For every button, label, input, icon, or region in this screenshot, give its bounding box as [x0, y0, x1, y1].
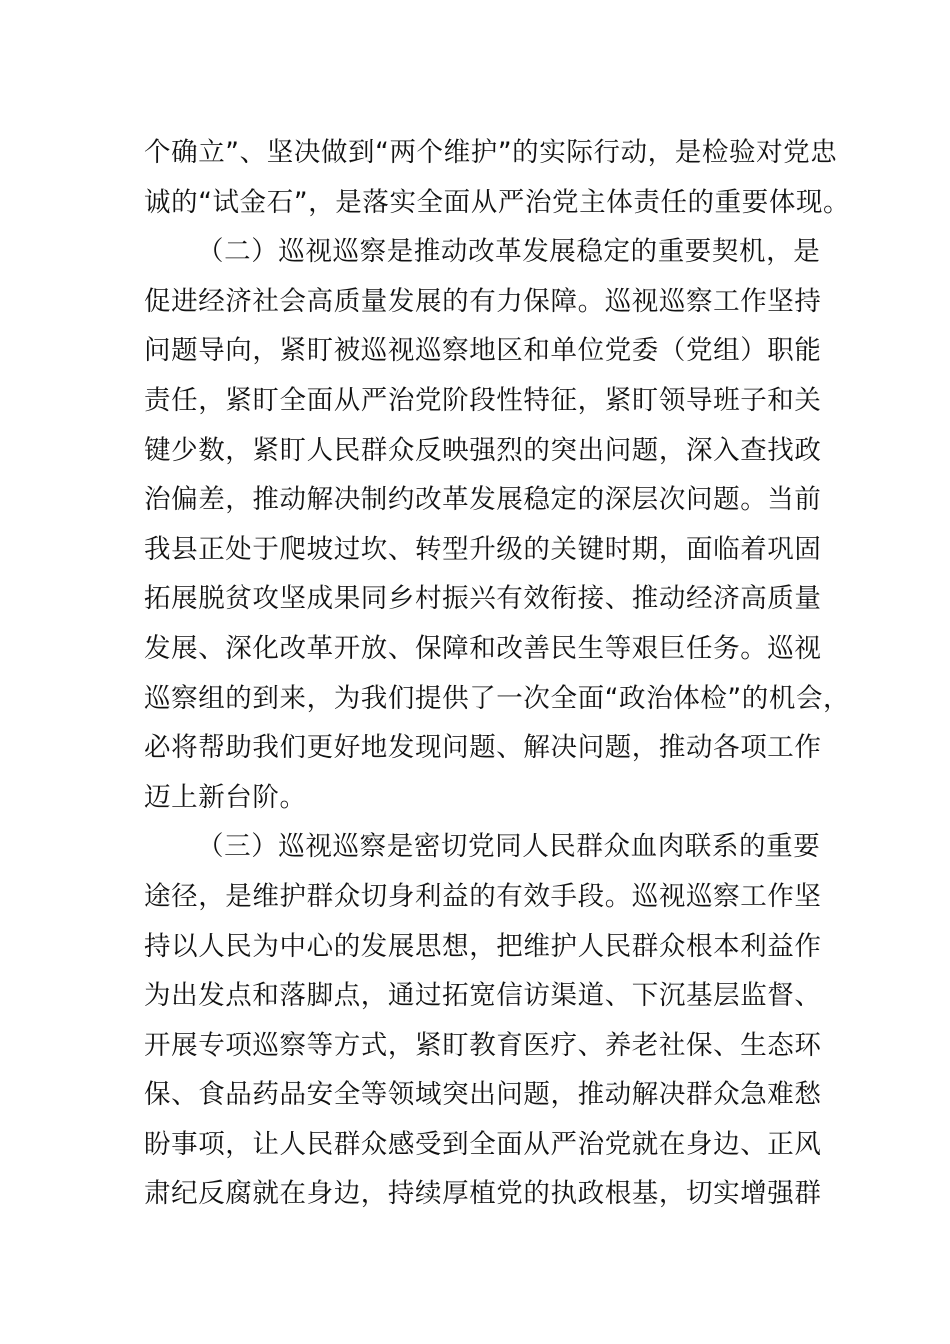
text-line: 促进经济社会高质量发展的有力保障。巡视巡察工作坚持: [144, 285, 822, 317]
paragraph-heading-line: （三）巡视巡察是密切党同人民群众血肉联系的重要: [197, 831, 821, 863]
text-line: 个确立”、坚决做到“两个维护”的实际行动，是检验对党忠: [144, 137, 838, 168]
text-line: 发展、深化改革开放、保障和改善民生等艰巨任务。巡视: [144, 632, 822, 664]
text-line: 必将帮助我们更好地发现问题、解决问题，推动各项工作: [144, 732, 822, 764]
text-line: 治偏差，推动解决制约改革发展稳定的深层次问题。当前: [144, 484, 822, 516]
text-line: 为出发点和落脚点，通过拓宽信访渠道、下沉基层监督、: [144, 980, 822, 1012]
text-line: 拓展脱贫攻坚成果同乡村振兴有效衔接、推动经济高质量: [144, 583, 822, 615]
text-line: 保、食品药品安全等领域突出问题，推动解决群众急难愁: [144, 1079, 822, 1111]
body-text: [144, 128, 851, 1219]
paragraph-heading-line: （二）巡视巡察是推动改革发展稳定的重要契机，是: [197, 236, 821, 268]
text-line: 责任，紧盯全面从严治党阶段性特征，紧盯领导班子和关: [144, 384, 822, 416]
text-line: 诚的“试金石”，是落实全面从严治党主体责任的重要体现。: [144, 186, 851, 218]
text-line: 盼事项，让人民群众感受到全面从严治党就在身边、正风: [144, 1128, 822, 1160]
text-line: 途径，是维护群众切身利益的有效手段。巡视巡察工作坚: [144, 880, 822, 912]
text-line: 持以人民为中心的发展思想，把维护人民群众根本利益作: [144, 930, 822, 962]
text-line: 问题导向，紧盯被巡视巡察地区和单位党委（党组）职能: [144, 335, 822, 367]
text-line: 开展专项巡察等方式，紧盯教育医疗、养老社保、生态环: [144, 1029, 822, 1061]
text-line: 巡察组的到来，为我们提供了一次全面“政治体检”的机会，: [144, 682, 851, 714]
text-line: 键少数，紧盯人民群众反映强烈的突出问题，深入查找政: [144, 434, 822, 466]
text-line: 肃纪反腐就在身边，持续厚植党的执政根基，切实增强群: [144, 1178, 822, 1210]
text-line: 我县正处于爬坡过坎、转型升级的关键时期，面临着巩固: [144, 533, 822, 565]
text-line: 迈上新台阶。: [144, 781, 307, 813]
